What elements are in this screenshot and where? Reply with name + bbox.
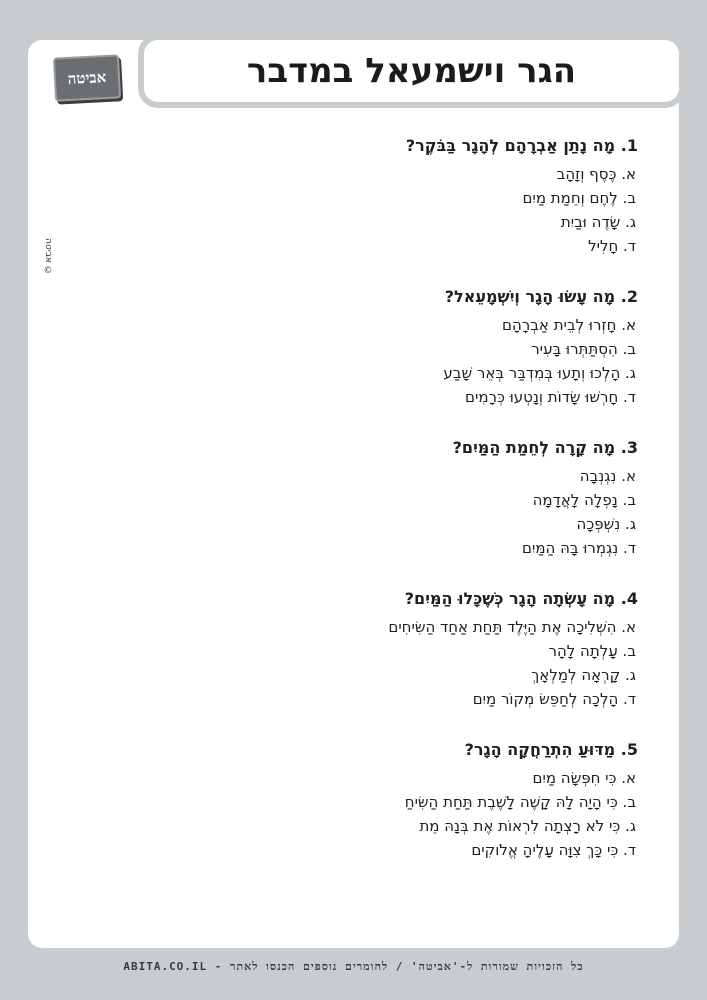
title-bar [144,40,679,102]
answer-option: ב. לֶחֶם וְחֵמַת מַיִם [522,189,636,207]
question-5 [300,738,638,862]
answer-option: א. חָזְרוּ לְבֵית אַבְרָהָם [502,316,636,334]
answer-option: א. הִשְׁלִיכָה אֶת הַיֶּלֶד תַּחַת אַחַד הַשִּׂיחִים [388,618,636,636]
answer-option: ד. הָלְכָה לְחַפֵּשׂ מְקוֹר מַיִם [472,690,636,708]
answer-option: ב. הִסְתַּתְּרוּ בָּעִיר [531,340,636,358]
question-4 [300,587,638,711]
page-title: הגר וישמעאל במדבר [246,51,577,91]
answer-option: ג. הָלְכוּ וְתָעוּ בְּמִדְבַּר בְּאֵר שָׁבַע [443,364,636,382]
answer-option: ד. חָלִיל [588,237,636,255]
answer-option: ב. עָלְתָה לָהָר [548,642,636,660]
answer-option: ד. כִּי כָּךְ צִוָּה עָלֶיהָ אֱלֹוקִים [471,841,636,859]
answer-option: ב. כִּי הָיָה לָהּ קָשֶׁה לָשֶׁבֶת תַּחַת הַשִּׂיחַ [404,793,636,811]
footer-copyright: כל הזכויות שמורות ל-'אביטה' / לחומרים נוספים הכנסו לאתר - ABITA.CO.IL [123,960,584,973]
answer-option: א. כֶּסֶף וְזָהָב [556,165,636,183]
answer-option: ד. נִגְמְרוּ בָּהּ הַמַּיִם [522,539,636,557]
answer-option: ג. שָׂדֶה וּבַיִת [560,213,636,231]
answer-option: ג. נִשְׁפְּכָה [576,515,636,533]
question-text: 2. מָה עָשׂוּ הָגָר וְיִשְׁמָעֵאל? [444,287,638,306]
answer-option: ד. חָרְשׁוּ שָׂדוֹת וְנָטְעוּ כְּרָמִים [465,388,636,406]
question-text: 4. מָה עָשְׂתָה הָגָר כְּשֶׁכָּלוּ הַמַּיִם? [404,589,638,608]
answer-option: ב. נָפְלָה לָאֲדָמָה [532,491,636,509]
question-text: 5. מַדּוּעַ הִתְרַחֲקָה הָגָר? [464,740,638,759]
answer-option: ג. כִּי לֹא רָצְתָה לִרְאוֹת אֶת בְּנָהּ מֵת [419,817,636,835]
question-2 [300,285,638,409]
question-3 [300,436,638,560]
question-1 [300,134,638,258]
answer-option: ג. קָרְאָה לְמַלְאָךְ [531,666,636,684]
answer-option: א. כִּי חִפְּשָׂה מַיִם [532,769,636,787]
logo: אביטה [53,54,121,101]
copyright-mark: אביטה © [43,238,53,276]
answer-option: א. נִגְנְבָה [579,467,636,485]
question-text: 1. מָה נָתַן אַבְרָהָם לְהָגָר בַּבֹּקֶר? [405,136,638,155]
quiz [300,134,638,889]
question-text: 3. מָה קָרָה לְחֵמַת הַמַּיִם? [452,438,638,457]
